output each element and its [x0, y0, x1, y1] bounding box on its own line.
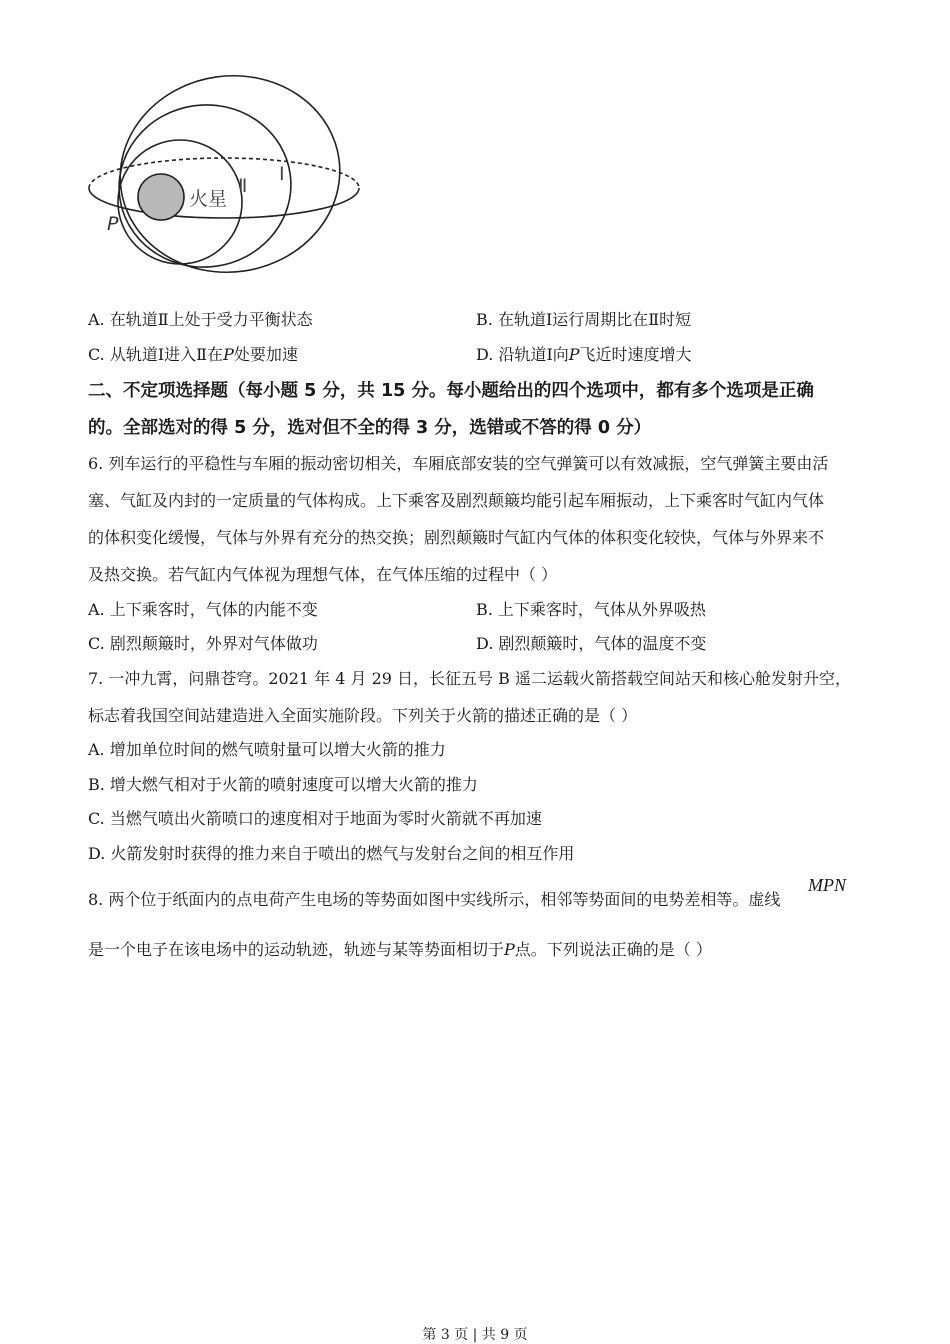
page-footer: 第 3 页 | 共 9 页 — [422, 1327, 528, 1343]
q5-option-b: B. 在轨道Ⅰ运行周期比在Ⅱ时短 — [476, 310, 692, 329]
orbit-figure — [80, 40, 380, 285]
q6-stem-line: 6. 列车运行的平稳性与车厢的振动密切相关，车厢底部安装的空气弹簧可以有效减振，空气弹簧主要由活 — [88, 454, 829, 473]
q7-option-b: B. 增大燃气相对于火箭的喷射速度可以增大火箭的推力 — [88, 775, 478, 794]
point-p-label: P — [107, 213, 119, 235]
orbit-I-label: Ⅰ — [279, 163, 285, 185]
q6-stem-line: 塞、气缸及内封的一定质量的气体构成。上下乘客及剧烈颠簸均能引起车厢振动，上下乘客时气缸内气体 — [88, 491, 825, 510]
q7-option-d: D. 火箭发射时获得的推力来自于喷出的燃气与发射台之间的相互作用 — [88, 844, 575, 863]
section2-heading-line1: 二、不定项选择题（每小题 5 分，共 15 分。每小题给出的四个选项中，都有多个选项是正确 — [88, 381, 814, 401]
q8-mpn-label: MPN — [808, 875, 846, 895]
section2-heading-line2: 的。全部选对的得 5 分，选对但不全的得 3 分，选错或不答的得 0 分） — [88, 418, 652, 438]
q6-stem-line: 的体积变化缓慢，气体与外界有充分的热交换；剧烈颠簸时气缸内气体的体积变化较快，气体与外界来不 — [88, 528, 825, 547]
orbit-I — [107, 62, 352, 285]
q7-option-c: C. 当燃气喷出火箭喷口的速度相对于地面为零时火箭就不再加速 — [88, 809, 542, 828]
q6-stem-line: 及热交换。若气缸内气体视为理想气体，在气体压缩的过程中（ ） — [88, 565, 558, 584]
equator-back-arc — [89, 158, 359, 188]
q8-stem-line1: 8. 两个位于纸面内的点电荷产生电场的等势面如图中实线所示，相邻等势面间的电势差相等。虚线 — [88, 890, 781, 909]
q7-stem-line: 标志着我国空间站建造进入全面实施阶段。下列关于火箭的描述正确的是（ ） — [88, 706, 638, 725]
planet-label: 火星 — [189, 188, 228, 210]
q7-option-a: A. 增加单位时间的燃气喷射量可以增大火箭的推力 — [88, 740, 446, 759]
q6-option-b: B. 上下乘客时，气体从外界吸热 — [476, 600, 706, 619]
mars-planet — [138, 174, 184, 220]
q8-stem-line2: 是一个电子在该电场中的运动轨迹，轨迹与某等势面相切于P点。下列说法正确的是（ ） — [88, 940, 712, 959]
orbit-II — [109, 94, 302, 278]
q7-stem-line: 7. 一冲九霄，问鼎苍穹。2021 年 4 月 29 日，长征五号 B 遥二运载火箭搭载空间站天和核心舱发射升空， — [88, 669, 851, 688]
q5-option-d: D. 沿轨道Ⅰ向P飞近时速度增大 — [476, 345, 692, 364]
q6-option-c: C. 剧烈颠簸时，外界对气体做功 — [88, 634, 318, 653]
orbit-II-label: Ⅱ — [238, 175, 248, 197]
q5-option-c: C. 从轨道Ⅰ进入Ⅱ在P处要加速 — [88, 345, 298, 364]
q6-option-d: D. 剧烈颠簸时，气体的温度不变 — [476, 634, 707, 653]
q5-option-a: A. 在轨道Ⅱ上处于受力平衡状态 — [88, 310, 313, 329]
q6-option-a: A. 上下乘客时，气体的内能不变 — [88, 600, 318, 619]
